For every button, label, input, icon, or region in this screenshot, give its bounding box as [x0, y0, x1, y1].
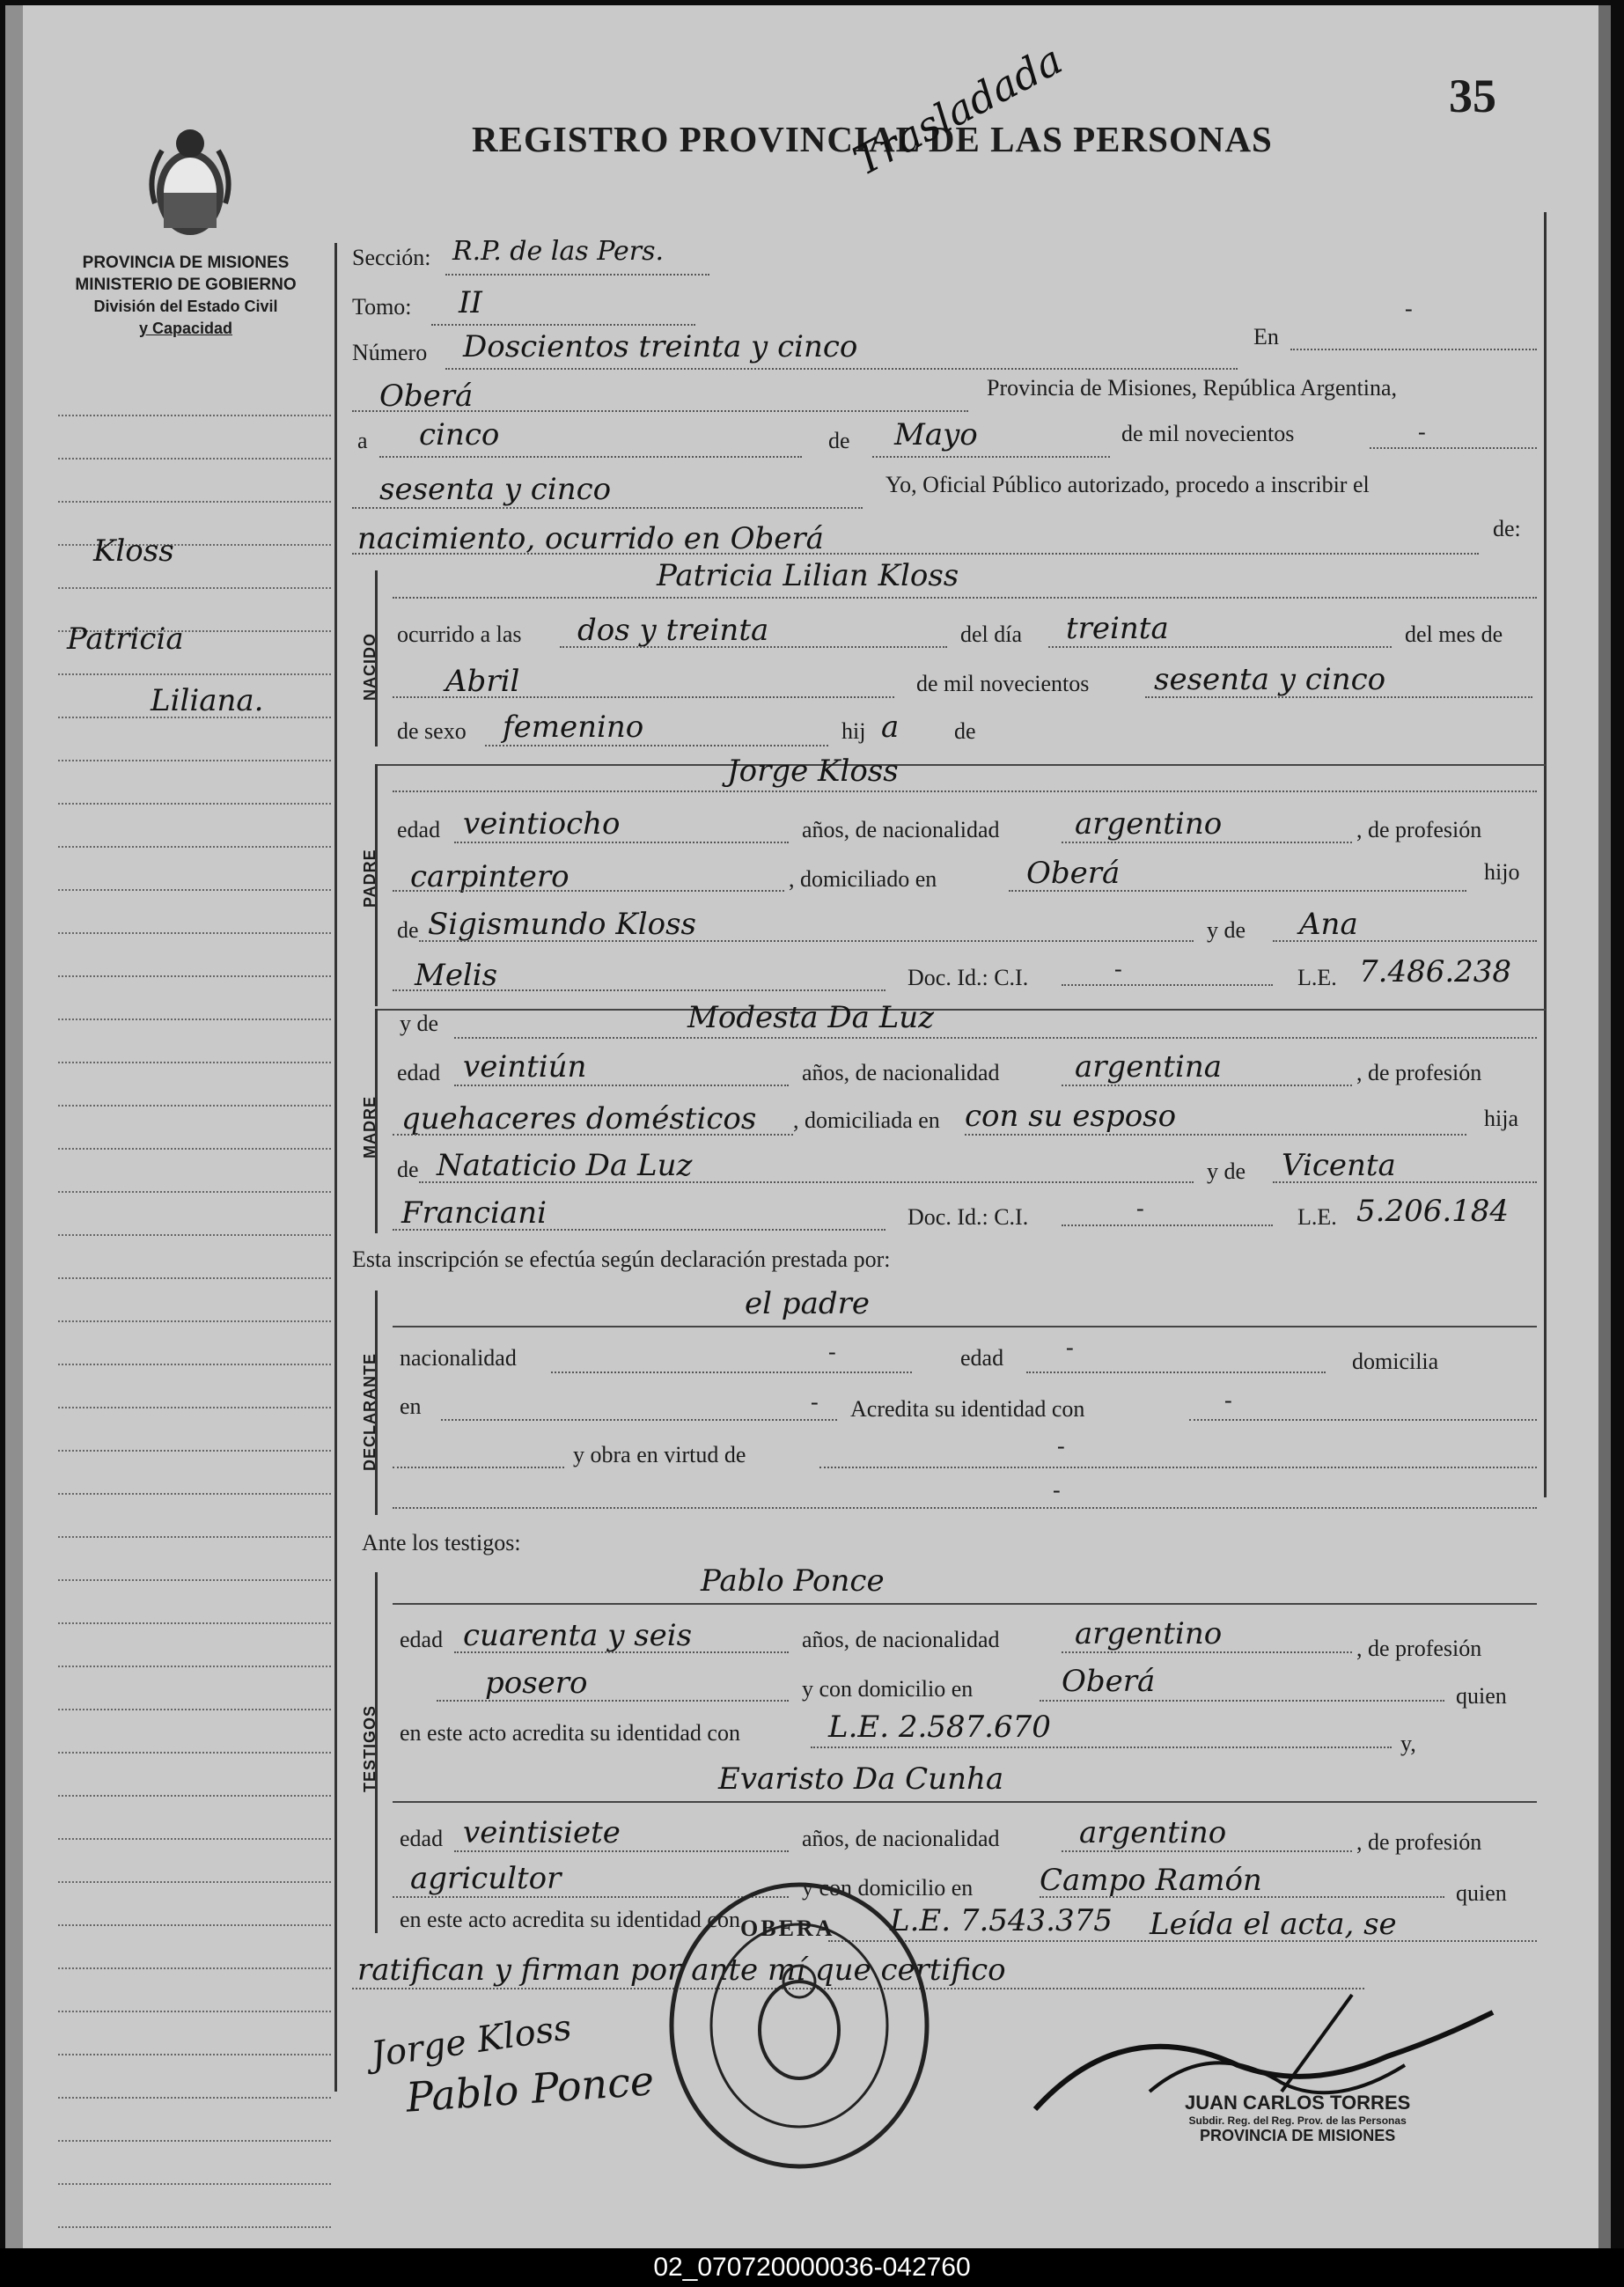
- margin-ruled-line: [58, 2097, 331, 2099]
- testigo2-nombre: Evaristo Da Cunha: [718, 1761, 1004, 1797]
- madre-domicilio: con su esposo: [965, 1099, 1177, 1134]
- testigo2-edad: veintisiete: [463, 1815, 621, 1850]
- fecha-dia: cinco: [419, 417, 500, 452]
- margin-ruled-line: [58, 1622, 331, 1624]
- testigo1-nacionalidad: argentino: [1075, 1616, 1223, 1651]
- margin-ruled-line: [58, 1967, 331, 1969]
- margin-ruled-line: [58, 1191, 331, 1193]
- margin-ruled-line: [58, 1579, 331, 1581]
- coat-of-arms-icon: [146, 124, 234, 247]
- margin-ruled-line: [58, 1407, 331, 1408]
- acto-value: nacimiento, ocurrido en Oberá: [357, 521, 824, 556]
- margin-ruled-line: [58, 1795, 331, 1797]
- declarante-intro: Esta inscripción se efectúa según declaración prestada por:: [352, 1246, 891, 1272]
- madre-profesion: quehaceres domésticos: [401, 1101, 757, 1136]
- numero-label: Número: [352, 340, 428, 365]
- margin-divider: [334, 243, 337, 2092]
- margin-ruled-line: [58, 458, 331, 460]
- tomo-value: II: [459, 285, 482, 320]
- margin-ruled-line: [58, 2226, 331, 2228]
- nacido-sexo: femenino: [503, 710, 644, 745]
- margin-ruled-line: [58, 1105, 331, 1107]
- testigo2-domicilio: Campo Ramón: [1040, 1863, 1262, 1898]
- official-name: JUAN CARLOS TORRES: [1185, 2092, 1411, 2114]
- nacido-nombre: Patricia Lilian Kloss: [657, 558, 959, 593]
- document-title: REGISTRO PROVINCIAL DE LAS PERSONAS: [472, 119, 1273, 159]
- margin-ruled-line: [58, 1924, 331, 1926]
- seal-center-text: OBERA: [740, 1916, 835, 1941]
- official-province: PROVINCIA DE MISIONES: [1199, 2127, 1396, 2144]
- testigo1-nombre: Pablo Ponce: [701, 1563, 885, 1599]
- section-nacido: NACIDO: [361, 633, 378, 701]
- madre-le: 5.206.184: [1356, 1194, 1510, 1229]
- fecha-anio: sesenta y cinco: [379, 472, 612, 507]
- margin-ruled-line: [58, 1364, 331, 1365]
- margin-ruled-line: [58, 1320, 331, 1322]
- madre-padre: Nataticio Da Luz: [437, 1148, 693, 1183]
- section-madre: MADRE: [361, 1096, 378, 1158]
- official-block: [1185, 2092, 1410, 2145]
- margin-ruled-line: [58, 1450, 331, 1452]
- margin-ruled-line: [58, 975, 331, 977]
- madre-edad: veintiún: [463, 1049, 587, 1085]
- padre-profesion: carpintero: [410, 859, 570, 894]
- nacido-mes: Abril: [445, 664, 520, 699]
- margin-ruled-line: [58, 2183, 331, 2185]
- margin-ruled-line: [58, 2011, 331, 2012]
- padre-nacionalidad: argentino: [1075, 806, 1223, 842]
- document-page: 35 REGISTRO PROVINCIAL DE LAS PERSONAS Trasladada PROVINCIA DE MISIONES MINISTERIO DE GOBIERNO División del Estado Civil y Capacidad Kloss Patricia Liliana. Sección: R.P. de las Pers. Tomo: II - Número Doscientos treinta y cinco En Oberá Provincia de Misiones, República Argentina, a cinco de Mayo de mil novecientos - sesenta y cinco Yo, Oficial Público autorizado, procedo a inscribir el nacimiento, ocurrido en Oberá de: NACIDO Patricia Lilian Kloss ocurrido a las dos y treinta del día treinta del mes de Abril de mil novecientos sesenta y cinco de sexo femenino hij a de PADRE Jorge Kloss edad veintiocho años, de nacionalidad argentino , de profesión carpintero , domiciliado en Oberá hijo de Sigismundo Kloss y de Ana Melis Doc. Id.: C.I. - L.E. 7.486.238 MADRE y de Modesta Da Luz edad veintiún años, de nacionalidad argentina , de profesión quehaceres domésticos , domiciliada en con su esposo hija de Nataticio Da Luz y de Vicenta Franciani Doc. Id.: C.I. - L.E. 5.206.184 Esta inscripción se efectúa según declaración prestada por: DECLARANTE el padre nacionalidad - edad - domicilia en - Acredita su identidad con - y obra en virtud de - - Ante los testigos: TESTIGOS Pablo Ponce edad cuarenta y seis años, de nacionalidad argentino , de profesión posero y con domicilio en Oberá quien en este acto acredita su identidad con L.E. 2.587.670 y, Evaristo Da Cunha edad veintisiete años, de nacionalidad argentino , de profesión agricultor y con domicilio en Campo Ramón quien en este acto acredita su identidad con L.E. 7.543.375 Leída el acta, se ratifican y firman por ante mí que certifico Jorge Kloss Pablo Ponce JUAN CARLOS TORRES Subdir. Reg. del Reg. Prov. de las Personas PROVINCIA DE MISIONES OBERA: [5, 5, 1601, 2248]
- declarante-nombre: el padre: [745, 1286, 870, 1321]
- section-padre: PADRE: [361, 849, 378, 908]
- margin-ruled-line: [58, 1881, 331, 1883]
- margin-ruled-line: [58, 1277, 331, 1279]
- testigo1-documento: L.E. 2.587.670: [828, 1710, 1051, 1745]
- numero-value: Doscientos treinta y cinco: [463, 329, 858, 364]
- margin-ruled-line: [58, 415, 331, 416]
- margin-ruled-line: [58, 803, 331, 805]
- cierre-linea2: ratifican y firman por ante mí que certifico: [357, 1952, 1006, 1988]
- madre-nombre: Modesta Da Luz: [687, 1000, 935, 1035]
- testigo1-edad: cuarenta y seis: [463, 1618, 693, 1653]
- province-name: PROVINCIA DE MISIONES: [82, 254, 290, 272]
- testigos-intro: Ante los testigos:: [362, 1530, 521, 1555]
- fecha-mes: Mayo: [894, 417, 978, 452]
- tomo-label: Tomo:: [352, 294, 412, 320]
- form-right-border: [1544, 212, 1547, 1497]
- padre-madre: Ana: [1299, 907, 1358, 942]
- margin-ruled-line: [58, 1062, 331, 1063]
- margin-ruled-line: [58, 1234, 331, 1236]
- margin-ruled-line: [58, 1709, 331, 1710]
- margin-ruled-line: [58, 2140, 331, 2142]
- en-label: En: [1253, 324, 1279, 349]
- lugar-value: Oberá: [379, 379, 474, 414]
- padre-le: 7.486.238: [1359, 954, 1512, 989]
- margin-ruled-line: [58, 1536, 331, 1538]
- margin-ruled-line: [58, 1666, 331, 1667]
- margin-ruled-line: [58, 760, 331, 761]
- division-sub: y Capacidad: [138, 320, 233, 337]
- margin-ruled-line: [58, 1493, 331, 1495]
- testigo1-profesion: posero: [485, 1666, 588, 1701]
- testigo2-nacionalidad: argentino: [1079, 1815, 1227, 1850]
- page-binding: [5, 5, 23, 2248]
- margin-ruled-line: [58, 1148, 331, 1150]
- margin-given1: Patricia: [67, 621, 184, 657]
- margin-ruled-line: [58, 587, 331, 589]
- division-name: División del Estado Civil: [93, 298, 278, 315]
- margin-ruled-line: [58, 673, 331, 675]
- cierre-linea1: Leída el acta, se: [1150, 1907, 1397, 1942]
- testigo1-domicilio: Oberá: [1062, 1664, 1156, 1699]
- nacido-dia: treinta: [1066, 611, 1169, 646]
- ministry-name: MINISTERIO DE GOBIERNO: [75, 276, 297, 294]
- margin-surname: Kloss: [93, 533, 174, 569]
- margin-ruled-line: [58, 501, 331, 503]
- seccion-label: Sección:: [352, 245, 431, 270]
- testigo2-profesion: agricultor: [410, 1861, 562, 1896]
- diagonal-annotation: Trasladada: [845, 35, 1070, 186]
- page-number: 35: [1449, 70, 1496, 122]
- testigo2-documento: L.E. 7.543.375: [890, 1903, 1113, 1938]
- seccion-value: R.P. de las Pers.: [452, 236, 665, 267]
- scan-identifier: 02_070720000036-042760: [0, 2248, 1624, 2287]
- section-declarante: DECLARANTE: [361, 1353, 378, 1471]
- nacido-hora: dos y treinta: [577, 613, 769, 648]
- margin-ruled-line: [58, 932, 331, 934]
- firma-padre: Jorge Kloss: [368, 2007, 575, 2076]
- firma-testigo: Pablo Ponce: [404, 2056, 656, 2122]
- margin-ruled-line: [58, 2054, 331, 2055]
- madre-nacionalidad: argentina: [1075, 1049, 1223, 1085]
- margin-ruled-line: [58, 846, 331, 848]
- padre-edad: veintiocho: [463, 806, 621, 842]
- provincia-text: Provincia de Misiones, República Argentina,: [987, 375, 1397, 401]
- margin-ruled-line: [58, 1018, 331, 1020]
- nacido-anio: sesenta y cinco: [1154, 662, 1386, 697]
- issuing-authority: [40, 252, 331, 340]
- official-title: Subdir. Reg. del Reg. Prov. de las Personas: [1188, 2114, 1407, 2127]
- margin-ruled-line: [58, 1838, 331, 1840]
- page-edge: [1598, 5, 1611, 2248]
- margin-given2: Liliana.: [151, 683, 264, 718]
- padre-padre: Sigismundo Kloss: [428, 907, 696, 942]
- margin-ruled-line: [58, 889, 331, 891]
- margin-ruled-line: [58, 1752, 331, 1754]
- padre-domicilio: Oberá: [1026, 856, 1121, 891]
- madre-madre: Vicenta: [1282, 1148, 1396, 1183]
- padre-nombre: Jorge Kloss: [727, 754, 899, 789]
- section-testigos: TESTIGOS: [361, 1704, 378, 1792]
